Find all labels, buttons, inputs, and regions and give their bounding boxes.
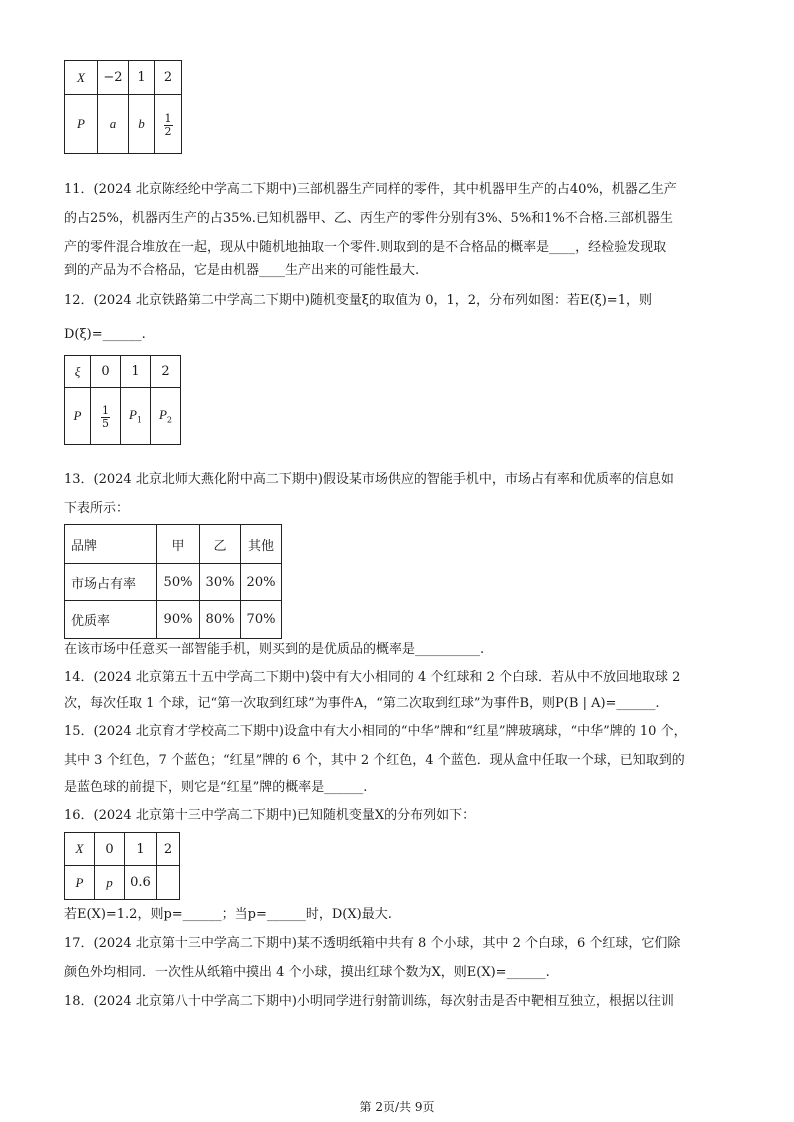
q11-line-2: 的占25%，机器丙生产的占35%.已知机器甲、乙、丙生产的零件分别有3%、5%和1%不合格.三部机器生 [64,211,673,226]
table-cell: 50% [157,564,200,601]
fraction [101,405,110,430]
p2-subscript: 2 [166,415,173,425]
table-cell: 80% [200,601,241,639]
table-cell: 市场占有率 [65,564,157,601]
table-cell: 20% [241,564,282,601]
q11-line-3: 产的零件混合堆放在一起，现从中随机地抽取一个零件.则取到的是不合格品的概率是____，经检验发现取 [64,240,667,255]
q16-line-2: 若E(X)=1.2，则p=______；当p=______时，D(X)最大. [64,907,392,922]
table-cell: 优质率 [65,601,157,639]
q15-line-2: 其中 3 个红色，7 个蓝色；“红星”牌的 6 个，其中 2 个红色，4 个蓝色．现从盒中任取一个球，已知取到的 [64,753,685,768]
table-cell: P [65,388,91,445]
q12-line-2: D(ξ)=______. [64,327,146,342]
table-cell: 30% [200,564,241,601]
table-cell [121,388,151,445]
distribution-table-x [64,60,182,154]
table-cell: p [95,866,125,900]
table-cell: 2 [151,356,181,388]
p1-symbol: P [128,407,137,423]
q15-line-1: 15．(2024 北京育才学校高二下期中)设盒中有大小相同的“中华”牌和“红星”牌玻璃球，“中华”牌的 10 个， [64,724,687,739]
market-share-table [64,524,282,639]
q14-line-2: 次，每次任取 1 个球，记“第一次取到红球”为事件A，“第二次取到红球”为事件B，则P(B | A)=______. [64,696,660,711]
table-cell: X [65,61,98,95]
table-cell: 乙 [200,525,241,564]
fraction-denominator: 5 [102,416,109,430]
table-cell: 其他 [241,525,282,564]
fraction-numerator: 1 [102,403,109,417]
q11-line-1: 11．(2024 北京陈经纶中学高二下期中)三部机器生产同样的零件，其中机器甲生产的占40%，机器乙生产 [64,182,677,197]
table-cell: 品牌 [65,525,157,564]
distribution-table-x2 [64,832,180,900]
page-number: 第 2页/共 9页 [359,1100,435,1114]
table-cell: 0 [95,833,125,866]
q13-line-3: 在该市场中任意买一部智能手机，则买到的是优质品的概率是__________. [64,642,485,657]
fraction-numerator: 1 [164,111,172,125]
q13-line-1: 13．(2024 北京北师大燕化附中高二下期中)假设某市场供应的智能手机中，市场占有率和优质率的信息如 [64,472,674,487]
q14-line-1: 14．(2024 北京第五十五中学高二下期中)袋中有大小相同的 4 个红球和 2 个白球．若从中不放回地取球 2 [64,670,681,685]
table-cell: 2 [155,61,182,95]
table-cell: a [98,95,129,154]
table-cell: P [65,866,95,900]
table-cell: ξ [65,356,91,388]
q11-line-4: 到的产品为不合格品，它是由机器____生产出来的可能性最大. [64,263,420,278]
q15-line-3: 是蓝色球的前提下，则它是“红星”牌的概率是______. [64,780,368,795]
table-cell-fraction [91,388,121,445]
table-cell: −2 [98,61,129,95]
table-cell: 甲 [157,525,200,564]
q17-line-2: 颜色外均相同．一次性从纸箱中摸出 4 个小球，摸出红球个数为X，则E(X)=______. [64,965,550,980]
table-cell: 1 [129,61,155,95]
q13-line-2: 下表所示： [64,501,130,516]
table-cell: b [129,95,155,154]
p2-symbol: P [158,407,167,423]
table-cell: 1 [125,833,157,866]
q12-line-1: 12．(2024 北京铁路第二中学高二下期中)随机变量ξ的取值为 0，1，2，分布列如图：若E(ξ)=1，则 [64,293,652,308]
table-cell-empty [157,866,180,900]
q17-line-1: 17．(2024 北京第十三中学高二下期中)某不透明纸箱中共有 8 个小球，其中 2 个白球，6 个红球，它们除 [64,936,681,951]
table-cell-fraction [155,95,182,154]
table-cell: 1 [121,356,151,388]
table-cell: 70% [241,601,282,639]
fraction-denominator: 2 [164,124,172,138]
p1-subscript: 1 [136,415,143,425]
fraction [164,113,173,138]
table-cell: 2 [157,833,180,866]
q18-line-1: 18．(2024 北京第八十中学高二下期中)小明同学进行射箭训练，每次射击是否中靶相互独立，根据以往训 [64,994,674,1009]
table-cell: 0.6 [125,866,157,900]
table-cell: 0 [91,356,121,388]
distribution-table-xi [64,355,181,445]
table-cell [151,388,181,445]
table-cell: P [65,95,98,154]
table-cell: 90% [157,601,200,639]
table-cell: X [65,833,95,866]
q16-line-1: 16．(2024 北京第十三中学高二下期中)已知随机变量X的分布列如下： [64,808,476,823]
